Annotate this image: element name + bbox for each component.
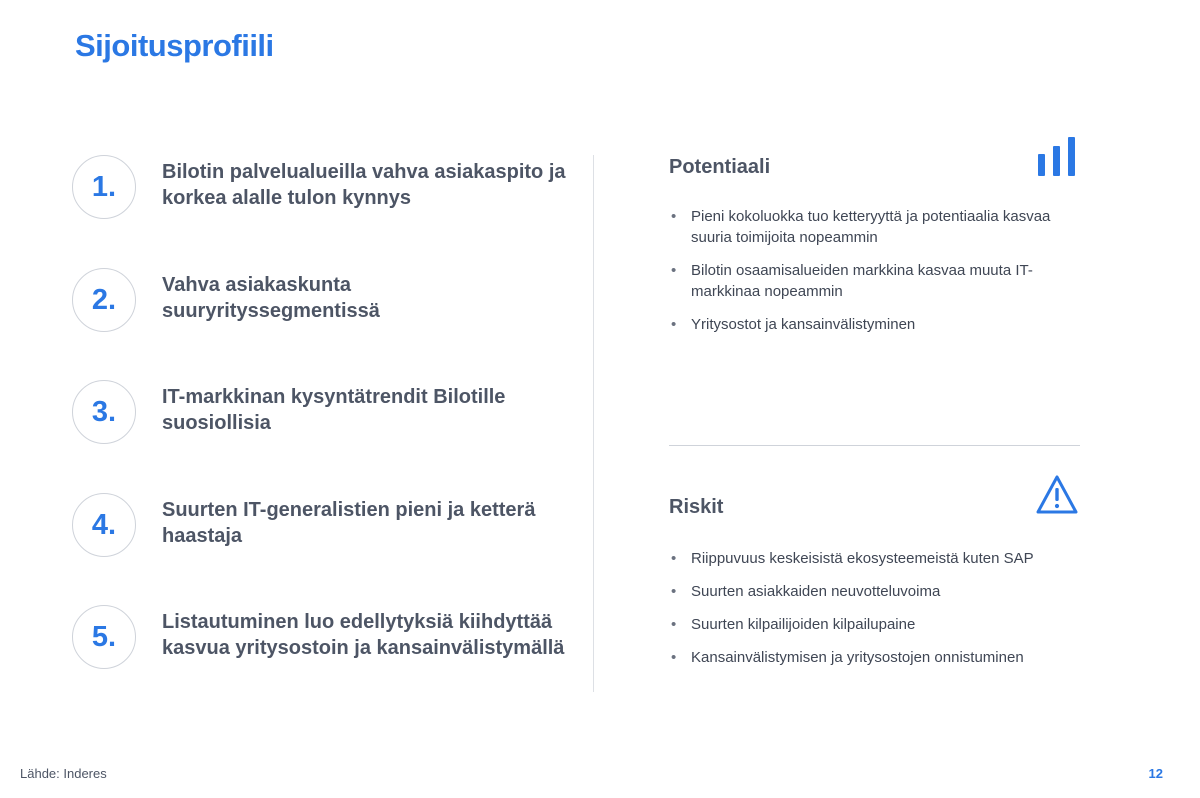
point-text-3: IT-markkinan kysyntätrendit Bilotille suosiollisia: [162, 386, 506, 434]
horizontal-divider: [669, 445, 1080, 446]
risk-item: • Kansainvälistymisen ja yritysostojen onnistuminen: [669, 647, 1069, 668]
risk-item: • Suurten asiakkaiden neuvotteluvoima: [669, 581, 1069, 602]
potential-item: • Bilotin osaamisalueiden markkina kasvaa muuta IT-markkinaa nopeammin: [669, 260, 1069, 302]
warning-icon: [1035, 474, 1079, 516]
point-number-1: 1.: [72, 155, 136, 219]
risks-list: [669, 548, 1069, 668]
point-text-4: Suurten IT-generalistien pieni ja ketterä haastaja: [162, 499, 536, 547]
investment-point-2: [72, 268, 572, 334]
page-title: Sijoitusprofiili: [75, 28, 274, 63]
potential-item: • Pieni kokoluokka tuo ketteryyttä ja potentiaalia kasvaa suuria toimijoita nopeammin: [669, 206, 1069, 248]
point-text-2: Vahva asiakaskunta suuryrityssegmentissä: [162, 274, 380, 322]
point-number-5: 5.: [72, 605, 136, 669]
source-note: Lähde: Inderes: [20, 766, 107, 781]
point-number-2: 2.: [72, 268, 136, 332]
point-number-4: 4.: [72, 493, 136, 557]
potential-item: • Yritysostot ja kansainvälistyminen: [669, 314, 1069, 335]
potential-title: Potentiaali: [669, 156, 771, 178]
vertical-divider: [593, 155, 594, 692]
page-number: 12: [1148, 766, 1163, 781]
point-text-1: Bilotin palvelualueilla vahva asiakaspito ja korkea alalle tulon kynnys: [162, 161, 566, 209]
investment-point-5: [72, 605, 572, 671]
potential-list: [669, 206, 1069, 335]
point-text-5: Listautuminen luo edellytyksiä kiihdyttää kasvua yritysostoin ja kansainvälistymällä: [162, 611, 565, 659]
investment-point-1: [72, 155, 572, 221]
point-number-3: 3.: [72, 380, 136, 444]
risks-title: Riskit: [669, 496, 724, 518]
risk-item: • Suurten kilpailijoiden kilpailupaine: [669, 614, 1069, 635]
bar-chart-icon: [1036, 136, 1078, 176]
investment-point-3: [72, 380, 572, 446]
risk-item: • Riippuvuus keskeisistä ekosysteemeistä kuten SAP: [669, 548, 1069, 569]
investment-point-4: [72, 493, 572, 559]
